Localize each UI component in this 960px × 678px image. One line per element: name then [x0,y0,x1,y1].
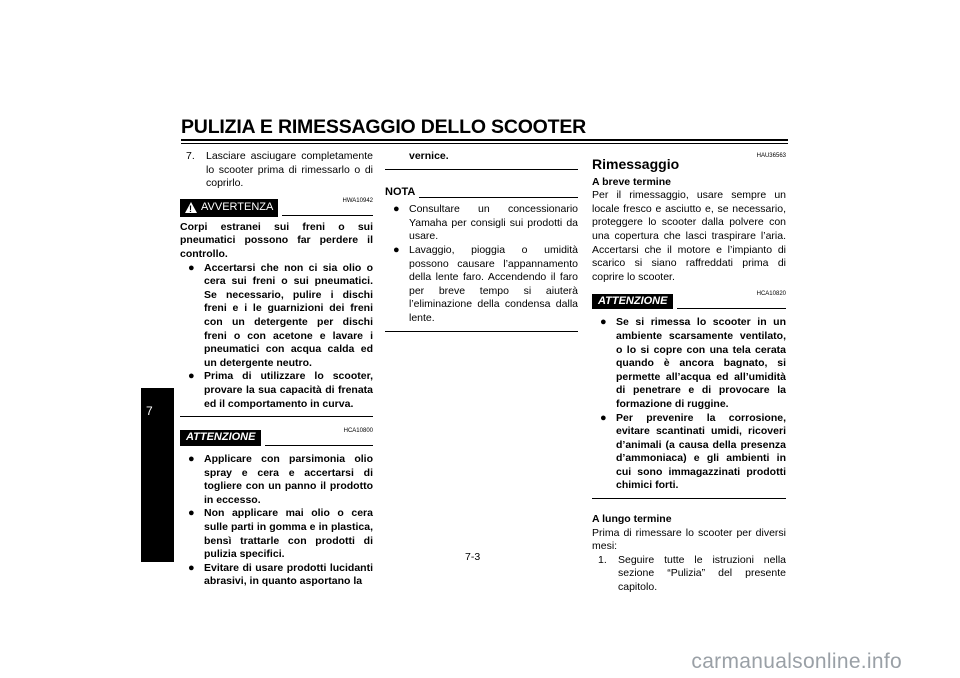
long-term-text: Prima di rimessare lo scooter per diversi mesi: [592,526,786,553]
column-1 [180,150,373,589]
caution-label: ATTENZIONE [180,430,261,446]
step-7 [180,150,373,191]
caution-list [592,316,786,493]
bullet-icon: ● [188,453,195,466]
column-2 [385,150,578,332]
step-text: Seguire tutte le istruzioni nella sezione “Pulizia” del presente capitolo. [618,553,786,594]
list-item: ● Applicare con parsimonia olio spray e cera e accertarsi di togliere con un panno il prodotto in eccesso. [180,453,373,507]
warning-header [180,199,373,217]
bullet-icon: ● [393,203,400,216]
warning-code: HWA10942 [342,197,373,204]
chapter-number: 7 [146,404,153,418]
bullet-icon: ● [188,370,195,383]
page-title: PULIZIA E RIMESSAGGIO DELLO SCOOTER [181,116,587,138]
caution-header-rule [265,445,373,446]
warning-list [180,262,373,412]
nota-header [385,186,578,200]
header-rule [181,139,788,141]
nota-label: NOTA [385,185,416,198]
caution-continuation: vernice. [409,150,449,162]
warning-triangle-icon [185,202,197,213]
caution-end-rule [385,169,578,170]
long-term-title: A lungo termine [592,513,672,526]
caution-code: HCA10820 [756,291,786,298]
short-term-title: A breve termine [592,175,671,188]
step-number: 7. [186,150,195,162]
warning-header-rule [282,215,373,216]
section-code: HAU36563 [756,153,786,159]
bullet-icon: ● [600,316,607,329]
caution-header-rule [677,308,786,309]
caution-header [592,292,786,310]
list-item: ● Non applicare mai olio o cera sulle parti in gomma e in plastica, bensì trattarle con prodotti di pulizia specifici. [180,507,373,561]
step-1 [592,554,786,595]
nota-list [385,203,578,325]
step-text: Lasciare asciugare completamente lo scooter prima di rimessarlo o di coprirlo. [206,150,373,190]
bullet-icon: ● [393,243,400,256]
list-item: ● Consultare un concessionario Yamaha per consigli sui prodotti da usare. [385,203,578,244]
page-number: 7-3 [465,551,481,563]
watermark: carmanualsonline.info [691,650,902,673]
nota-header-rule [419,197,578,198]
bullet-icon: ● [188,507,195,520]
caution-list [180,453,373,589]
caution-code: HCA10800 [343,428,373,435]
column-3 [592,150,786,595]
warning-label: ! AVVERTENZA [180,199,278,217]
list-item: ● Prima di utilizzare lo scooter, provare la sua capacità di frenata ed il comportamento in curva. [180,370,373,411]
warning-end-rule [180,416,373,417]
list-item: ● Se si rimessa lo scooter in un ambiente scarsamente ventilato, o lo si copre con una tela cerata quando è ancora bagnato, si permette all’acqua ed all’umidità di penetrare e di provocare la formazione di ruggine. [592,316,786,411]
caution-header [180,429,373,447]
caution-end-rule [592,498,786,499]
section-title: Rimessaggio [592,156,680,172]
short-term-text: Per il rimessaggio, usare sempre un locale fresco e asciutto e, se necessario, proteggere lo scooter dalla polvere con una copertura che lasci traspirare l’aria. Accertarsi che il motore e l’impianto di scarico si siano raffreddati prima di coprire lo scooter. [592,189,786,283]
list-item: ● Lavaggio, pioggia o umidità possono causare l’appannamento della lente faro. Accendendo il faro per breve tempo si aiuterà l’eliminazione della condensa dalla lente. [385,244,578,326]
list-item: ● Accertarsi che non ci sia olio o cera sui freni o sui pneumatici. Se necessario, pulire i dischi freni e i le guarnizioni dei freni con un detergente per dischi freni o con acetone e lavare i pneumatici con acqua calda ed un detergente neutro. [180,262,373,371]
list-item: ● Per prevenire la corrosione, evitare scantinati umidi, ricoveri d’animali (a causa della presenza d’ammoniaca) e gli ambienti in cui sono immagazzinati prodotti chimici forti. [592,412,786,494]
bullet-icon: ● [188,561,195,574]
step-number: 1. [598,553,607,566]
nota-end-rule [385,331,578,332]
bullet-icon: ● [188,261,195,274]
list-item: ● Evitare di usare prodotti lucidanti abrasivi, in quanto asportano la [180,562,373,589]
caution-label: ATTENZIONE [592,294,673,310]
bullet-icon: ● [600,411,607,424]
header-rule-thin [181,143,788,144]
warning-intro: Corpi estranei sui freni o sui pneumatici possono far perdere il controllo. [180,220,373,260]
